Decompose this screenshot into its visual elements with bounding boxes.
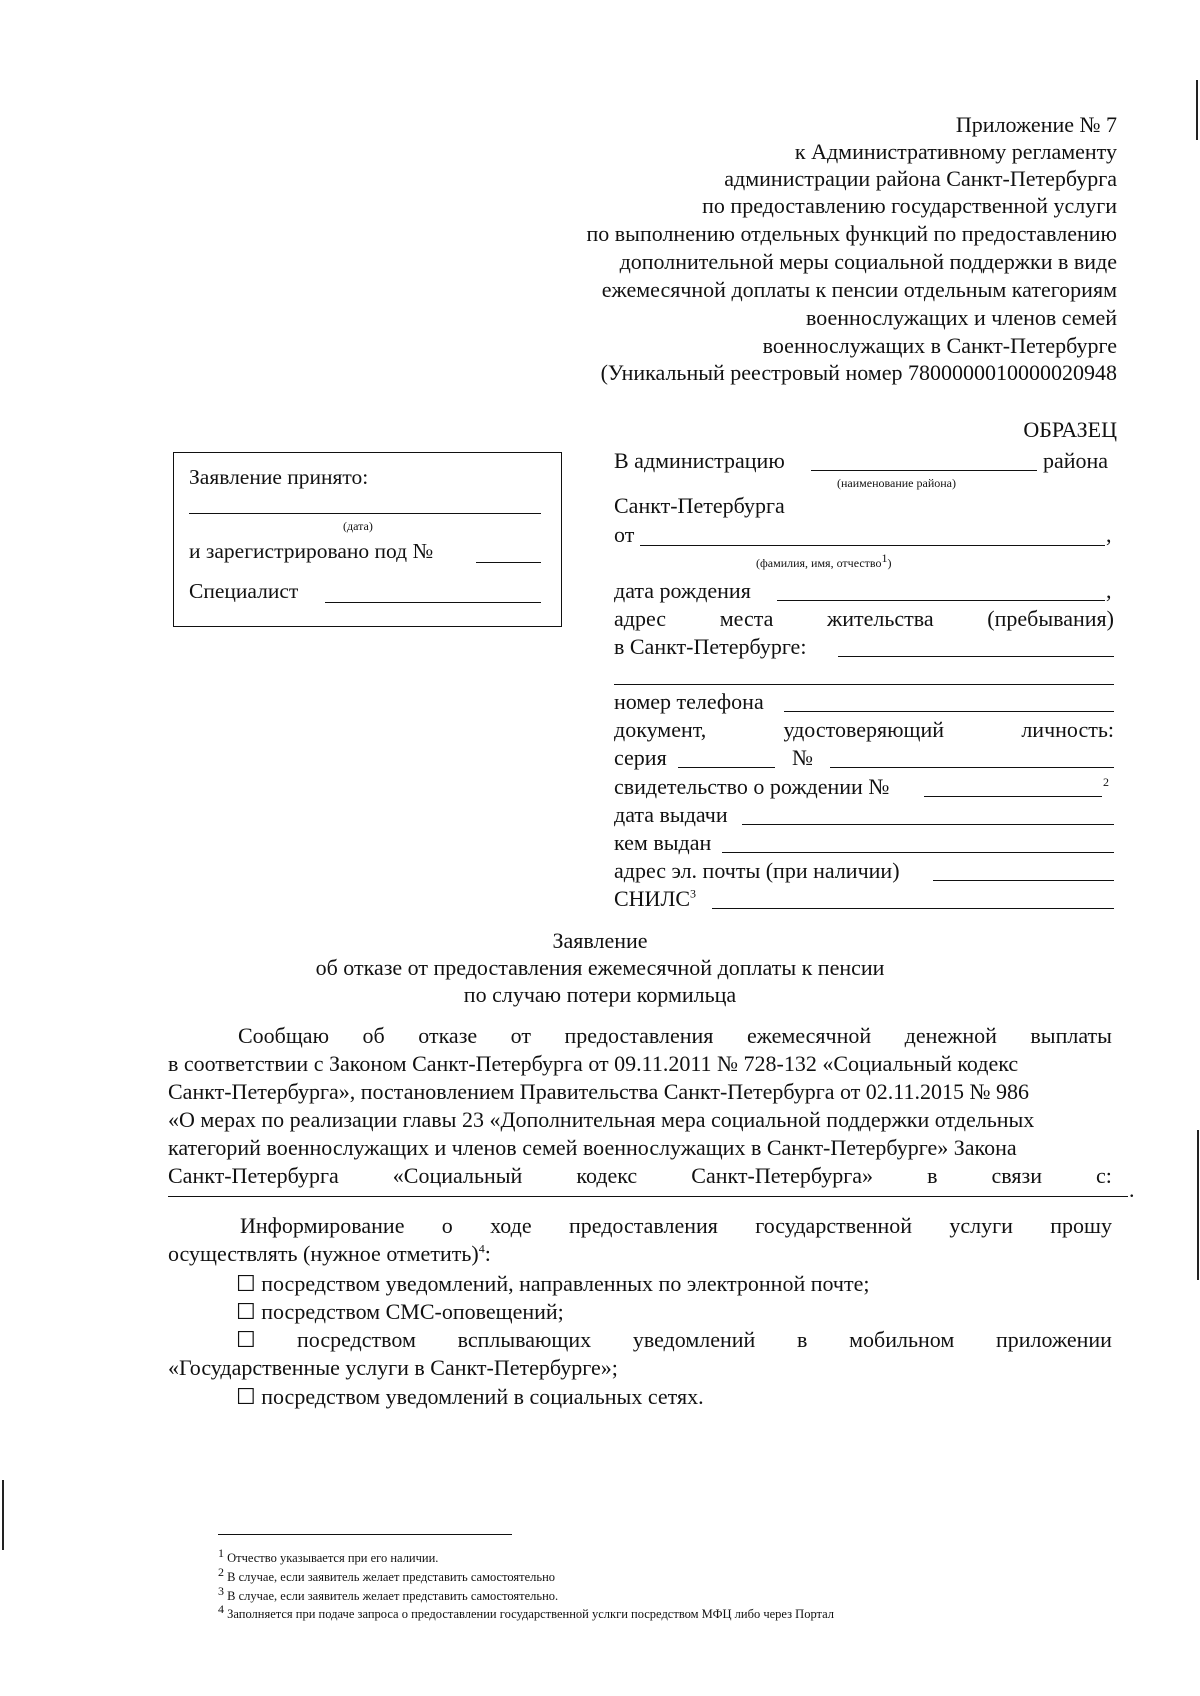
option-social <box>236 1383 704 1411</box>
option-social-checkbox[interactable]: ☐ <box>236 1384 256 1409</box>
birth-cert-label: свидетельство о рождении № <box>614 774 890 799</box>
series-field-line[interactable] <box>678 767 775 768</box>
header-line-1: Приложение № 7 <box>955 112 1117 137</box>
address-spb-label: в Санкт-Петербурге: <box>614 634 807 659</box>
address-field-line-2[interactable] <box>614 684 1114 685</box>
acceptance-title: Заявление принято: <box>189 465 369 489</box>
header-line-7: ежемесячной доплаты к пенсии отдельным категориям <box>601 277 1117 302</box>
address-line: адрес места жительства (пребывания) <box>614 606 1114 631</box>
birth-date-comma: , <box>1106 578 1112 603</box>
acceptance-specialist: Специалист <box>189 579 299 603</box>
acceptance-registered: и зарегистрировано под № <box>189 539 433 563</box>
district-caption: (наименование района) <box>837 476 957 490</box>
option-sms <box>236 1298 564 1326</box>
option-app-checkbox[interactable]: ☐ <box>236 1327 256 1352</box>
statement-line-2: в соответствии с Законом Санкт-Петербурга от 09.11.2011 № 728-132 «Социальный кодекс <box>168 1051 1019 1076</box>
email-field-line[interactable] <box>933 880 1114 881</box>
option-app-line-2: «Государственные услуги в Санкт-Петербурге»; <box>168 1355 618 1380</box>
scan-edge-left <box>2 1480 4 1550</box>
birth-date-label: дата рождения <box>614 578 751 603</box>
header-line-2: к Административному регламенту <box>794 139 1117 164</box>
specialist-line[interactable] <box>325 602 541 603</box>
option-email-checkbox[interactable]: ☐ <box>236 1271 256 1296</box>
district-word: района <box>1043 448 1109 473</box>
statement-line-6: Санкт-Петербурга «Социальный кодекс Санкт-Петербурга» в связи с: <box>168 1163 1112 1188</box>
snils-label: СНИЛС$^3$ <box>614 886 697 911</box>
footnote-3: $^3$ В случае, если заявитель желает представить самостоятельно. <box>218 1583 559 1603</box>
sample-mark: ОБРАЗЕЦ <box>1023 417 1117 442</box>
phone-field-line[interactable] <box>784 711 1114 712</box>
option-email-label: посредством уведомлений, направленных по электронной почте; <box>261 1271 870 1296</box>
header-line-3: администрации района Санкт-Петербурга <box>724 166 1117 191</box>
statement-line-3: Санкт-Петербурга», постановлением Правительства Санкт-Петербурга от 02.11.2015 № 986 <box>168 1079 1029 1104</box>
header-line-10: (Уникальный реестровый номер 7800000010000020948 <box>600 360 1117 385</box>
informing-intro-line-1: Информирование о ходе предоставления государственной услуги прошу <box>240 1213 1112 1238</box>
reason-period: . <box>1129 1177 1135 1202</box>
statement-title: Заявление <box>552 928 648 953</box>
reason-field-line[interactable] <box>168 1196 1128 1197</box>
fio-caption: (фамилия, имя, отчество$^1$) <box>756 551 892 570</box>
birth-cert-sup: 2 <box>1103 775 1109 789</box>
statement-line-5: категорий военнослужащих и членов семей военнослужащих в Санкт-Петербурге» Закона <box>168 1135 1017 1160</box>
number-sign: № <box>792 745 813 770</box>
header-line-5: по выполнению отдельных функций по предоставлению <box>586 221 1117 246</box>
option-sms-checkbox[interactable]: ☐ <box>236 1299 256 1324</box>
statement-line-4: «О мерах по реализации главы 23 «Дополнительная мера социальной поддержки отдельных <box>168 1107 1035 1132</box>
doc-number-field-line[interactable] <box>830 767 1114 768</box>
fio-field-line[interactable] <box>640 545 1105 546</box>
district-field-line[interactable] <box>811 470 1037 471</box>
header-line-4: по предоставлению государственной услуги <box>702 193 1117 218</box>
statement-line-1: Сообщаю об отказе от предоставления ежемесячной денежной выплаты <box>238 1023 1112 1048</box>
footnote-4: $^4$ Заполняется при подаче запроса о предоставлении государственной услкги посредством МФЦ либо через Портал <box>218 1601 835 1621</box>
statement-subtitle-1: об отказе от предоставления ежемесячной доплаты к пенсии <box>315 955 885 980</box>
header-line-8: военнослужащих и членов семей <box>806 305 1117 330</box>
option-social-label: посредством уведомлений в социальных сетях. <box>261 1384 704 1409</box>
fio-comma: , <box>1106 522 1112 547</box>
city-label: Санкт-Петербурга <box>614 493 785 518</box>
option-sms-label: посредством СМС-оповещений; <box>261 1299 564 1324</box>
snils-field-line[interactable] <box>712 908 1114 909</box>
statement-subtitle-2: по случаю потери кормильца <box>463 982 737 1007</box>
to-admin-label: В администрацию <box>614 448 785 473</box>
issued-by-label: кем выдан <box>614 830 712 855</box>
footnote-separator <box>218 1534 512 1535</box>
acceptance-date-line[interactable] <box>189 513 541 514</box>
phone-label: номер телефона <box>614 689 764 714</box>
id-doc-line: документ, удостоверяющий личность: <box>614 717 1114 742</box>
header-line-9: военнослужащих в Санкт-Петербурге <box>762 333 1117 358</box>
birth-date-field-line[interactable] <box>777 600 1105 601</box>
footnote-2: $^2$ В случае, если заявитель желает представить самостоятельно <box>218 1564 556 1584</box>
option-email <box>236 1270 869 1298</box>
acceptance-date-caption: (дата) <box>343 519 373 533</box>
email-label: адрес эл. почты (при наличии) <box>614 858 900 883</box>
option-app-line-1: посредством всплывающих уведомлений в мобильном приложении <box>297 1327 1112 1352</box>
informing-intro-line-2: осуществлять (нужное отметить)$^4$: <box>168 1241 491 1266</box>
registration-number-line[interactable] <box>476 562 541 563</box>
issue-date-label: дата выдачи <box>614 802 728 827</box>
issued-by-field-line[interactable] <box>722 852 1114 853</box>
scan-edge-right-2 <box>1197 1130 1199 1280</box>
scan-edge-right <box>1196 80 1198 140</box>
address-field-line[interactable] <box>838 656 1114 657</box>
footnote-1: $^1$ Отчество указывается при его наличии. <box>218 1545 439 1565</box>
header-line-6: дополнительной меры социальной поддержки в виде <box>619 249 1117 274</box>
issue-date-field-line[interactable] <box>742 824 1114 825</box>
birth-cert-field-line[interactable] <box>924 796 1102 797</box>
from-label: от <box>614 522 635 547</box>
series-label: серия <box>614 745 667 770</box>
